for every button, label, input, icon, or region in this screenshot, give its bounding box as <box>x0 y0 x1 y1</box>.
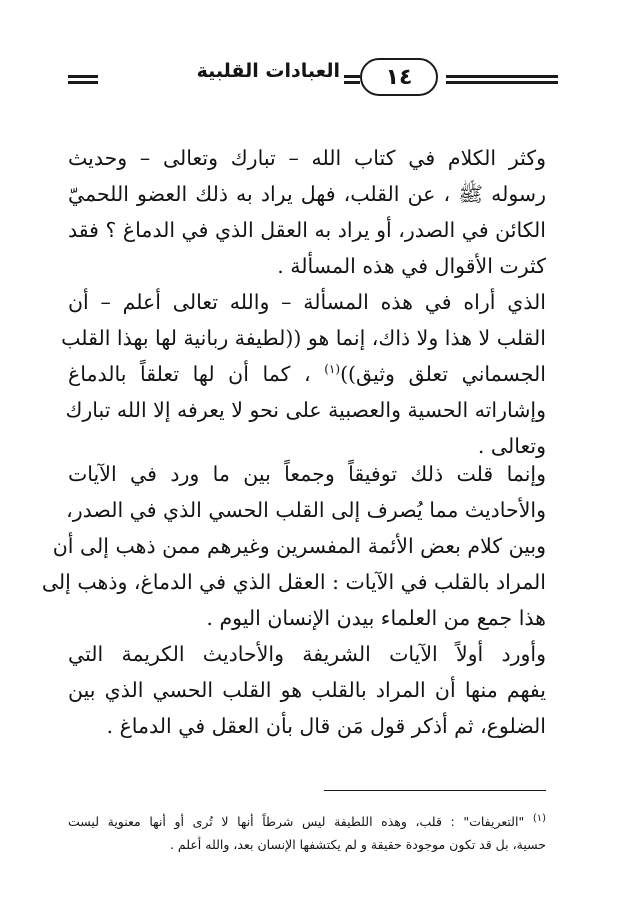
text-line: وأورد أولاً الآيات الشريفة والأحاديث الكريمة التي <box>68 642 546 666</box>
footnote-line <box>68 806 546 832</box>
paragraph-4 <box>68 636 546 744</box>
footnote-marker: (١) <box>532 813 546 824</box>
text-line: وإنما قلت ذلك توفيقاً وجمعاً بين ما ورد في الآيات <box>68 462 546 486</box>
text-line: وتعالى . <box>477 434 546 458</box>
footnote-reference[interactable]: (١) <box>324 362 341 377</box>
header-ornament-rule <box>68 75 98 86</box>
paragraph-1 <box>68 140 546 284</box>
text-line: كثرت الأقوال في هذه المسألة . <box>277 254 546 278</box>
header-ornament-rule <box>344 75 360 86</box>
text-line: القلب لا هذا ولا ذاك، إنما هو ((لطيفة ربانية لها بهذا القلب <box>61 326 546 350</box>
footnote-text: "التعريفات" : قلب، وهذه اللطيفة ليس شرطاً أنها لا تُرى أو أنها معنوية ليست <box>68 814 525 830</box>
running-title: العبادات القلبية <box>196 60 340 82</box>
text-line-with-footnote <box>68 356 546 392</box>
footnote-separator <box>324 790 546 791</box>
paragraph-2 <box>61 284 546 464</box>
page-number: ١٤ <box>360 58 438 96</box>
text-line: المراد بالقلب في الآيات : العقل الذي في الدماغ، وذهب إلى <box>41 570 546 594</box>
text-line: الضلوع، ثم أذكر قول مَن قال بأن العقل في الدماغ . <box>106 714 546 738</box>
header-ornament-rule <box>446 75 558 86</box>
page-header <box>68 56 558 100</box>
text-line: وبين كلام بعض الأئمة المفسرين وغيرهم ممن ذهب إلى أن <box>52 534 546 558</box>
text-line: الذي أراه في هذه المسألة – والله تعالى أعلم – أن <box>68 290 546 314</box>
text-line: والأحاديث مما يُصرف إلى القلب الحسي الذي في الصدر، <box>66 498 546 522</box>
text-line: الكائن في الصدر، أو يراد به العقل الذي في الدماغ ؟ فقد <box>68 218 546 242</box>
text-line: وإشاراته الحسية والعصبية على نحو لا يعرفه إلا الله تبارك <box>65 398 546 422</box>
text-line: وكثر الكلام في كتاب الله – تبارك وتعالى – وحديث <box>68 146 546 170</box>
footnotes <box>68 806 546 858</box>
footnote-line: حسية، بل قد تكون موجودة حقيقة و لم يكتشفها الإنسان بعد، والله أعلم . <box>169 837 546 852</box>
text-segment: ، كما أن لها تعلقاً بالدماغ <box>68 362 311 386</box>
text-line: يفهم منها أن المراد بالقلب هو القلب الحسي الذي بين <box>68 678 546 702</box>
text-line: رسوله ﷺ ، عن القلب، فهل يراد به ذلك العضو اللحميّ <box>68 182 546 206</box>
paragraph-3 <box>41 456 546 636</box>
text-segment: الجسماني تعلق وثيق)) <box>340 362 546 386</box>
text-line: هذا جمع من العلماء بيدن الإنسان اليوم . <box>206 606 546 630</box>
